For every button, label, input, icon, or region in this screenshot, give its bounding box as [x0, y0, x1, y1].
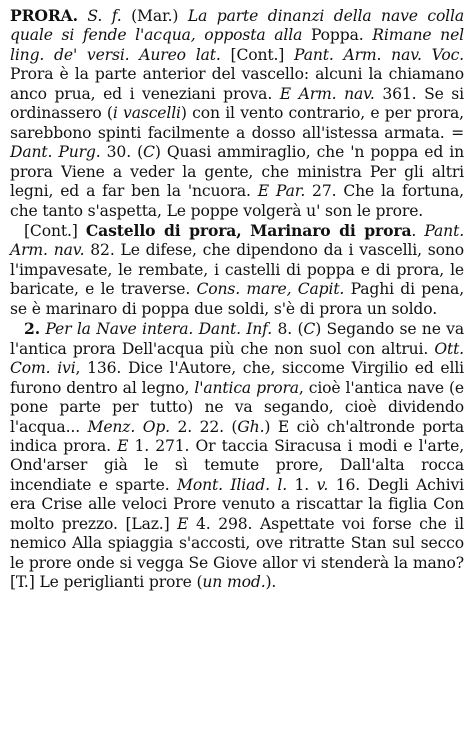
text-segment: 16. Degli Achivi era Crise alle veloci Prore venuto a riscattar la figlia Con molto prezzo. [Laz.] [10, 475, 464, 533]
text-segment: 1. [287, 475, 317, 494]
text-segment: (Mar.) [121, 7, 188, 25]
text-segment: S. f. [87, 7, 122, 25]
text-segment: PRORA. [10, 6, 78, 25]
text-segment: 4. 298. Aspettate voi forse che il nemico Alla spiaggia s'accosti, ove ritratte Stan sul secco le prore onde si vegga Se Giove allor vi stenderà la mano? [T.] Le periglianti prore ( [10, 514, 465, 592]
entry-paragraph-main [10, 6, 464, 221]
text-segment: Ott. Com. ivi [10, 339, 464, 378]
text-segment: 27. Che la fortuna, che tanto s'aspetta, Le poppe volgerà u' son le prore. [10, 182, 464, 220]
text-segment: ) Quasi ammiraglio, che 'n poppa ed in prora Viene a veder la gente, che ministra Per gli altri legni, ed a far ben la 'ncuora. [10, 143, 464, 201]
text-segment: ) E ciò ch'altronde porta indica prora. [10, 417, 464, 455]
text-segment: Per la Nave intera. Dant. Inf. [45, 320, 273, 339]
text-segment: 2. [24, 319, 40, 339]
text-segment: Castello di prora, Marinaro di prora [85, 220, 412, 240]
text-segment [78, 7, 88, 25]
text-segment: Cons. mare, Capit. [196, 280, 345, 299]
text-segment: , cioè l'antica nave (e pone parte per tutto) ne va segando, cioè dividendo l'acqua... [10, 378, 464, 436]
text-segment: La parte dinanzi della nave colla quale si fende l'acqua, opposta alla [10, 7, 464, 45]
text-segment: 1. 271. Or taccia Siracusa i modi e l'arte, Ond'arser già le sì temute prore, Dall'alta rocca incendiate e sparte. [10, 436, 464, 494]
text-segment: C [303, 320, 316, 339]
text-segment: . [411, 221, 425, 240]
text-segment: [Cont.] [24, 221, 86, 240]
text-segment: Menz. Op. [87, 417, 170, 436]
text-segment: 82. Le difese, che dipendono da i vascelli, sono l'impavesate, le rembate, i castelli di poppa e di prora, le baricate, e le traverse. [10, 241, 464, 299]
text-segment: Mont. Iliad. l. [177, 475, 288, 494]
entry-paragraph-nave-intera [10, 319, 464, 592]
entry-paragraph-castello [10, 221, 464, 319]
text-segment: v. [316, 475, 329, 494]
text-segment: , 136. Dice l'Autore, che, siccome Virgilio ed elli furono dentro al legno, [10, 359, 464, 397]
text-segment: E [117, 436, 129, 455]
text-segment: Dant. Purg. [10, 143, 101, 162]
text-segment: E [177, 514, 189, 533]
text-segment: E Par. [257, 182, 306, 201]
text-segment: Rimane nel ling. de' versi. Aureo lat. [10, 26, 464, 64]
text-segment: Poppa. [302, 26, 373, 45]
text-segment: i vascelli [112, 104, 181, 123]
text-segment: Pant. Arm. nav. [10, 221, 464, 260]
text-segment: 30. ( [100, 143, 144, 162]
text-segment: Pant. Arm. nav. Voc. [294, 45, 464, 64]
text-segment: [Cont.] [220, 45, 295, 64]
text-segment: ) con il vento contrario, e per prora, sarebbono spinti facilmente a dosso all'istessa armata. = [10, 104, 464, 142]
text-segment: ) Segando se ne va l'antica prora Dell'acqua più che non suol con altrui. [10, 320, 464, 358]
text-segment: Gh. [237, 417, 265, 436]
text-segment: Paghi di pena, se è marinaro di poppa due soldi, s'è di prora un soldo. [10, 280, 465, 318]
text-segment: ). [265, 573, 277, 592]
text-segment: 8. ( [272, 320, 304, 339]
text-segment: E Arm. nav. [279, 84, 375, 103]
text-segment: 361. Se si ordinassero ( [10, 84, 464, 123]
text-segment: C [143, 143, 155, 162]
text-segment: un mod. [202, 573, 266, 592]
text-segment: Prora è la parte anterior del vascello: alcuni la chiamano anco prua, ed i veneziani prova. [10, 65, 464, 103]
text-segment: 2. 22. ( [169, 417, 238, 436]
text-segment: l'antica prora [194, 378, 299, 397]
